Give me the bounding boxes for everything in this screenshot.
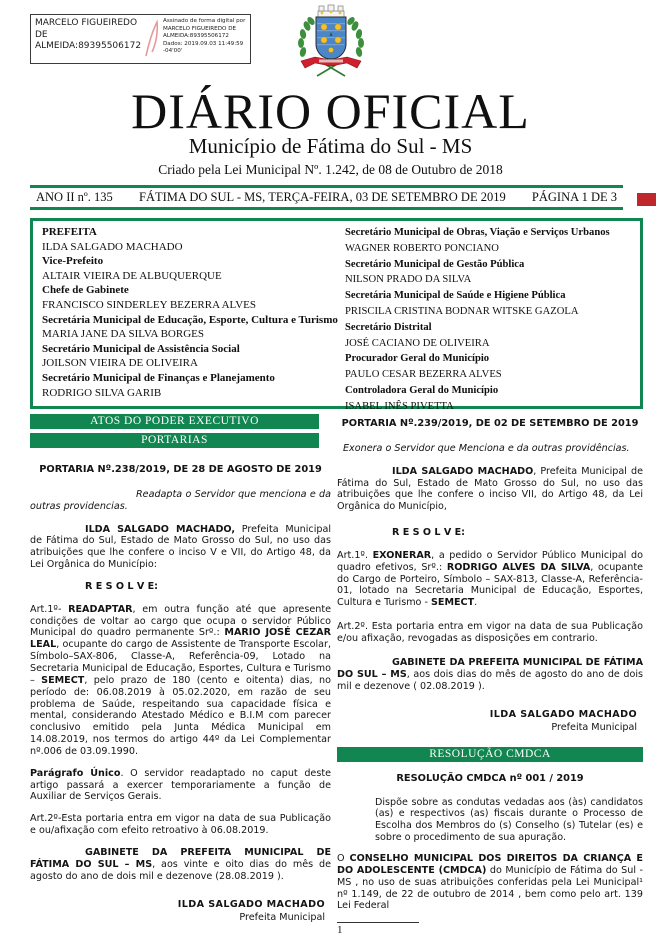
municipal-coat-of-arms xyxy=(289,4,373,80)
official-title: Secretário Municipal de Obras, Viação e Serviços Urbanos xyxy=(345,227,610,238)
gazette-subtitle: Município de Fátima do Sul - MS xyxy=(188,134,473,158)
official-title: Controladora Geral do Município xyxy=(345,384,499,396)
official-name: ALTAIR VIEIRA DE ALBUQUERQUE xyxy=(42,269,222,282)
bottom-rule xyxy=(30,207,623,210)
official-title: Secretário Municipal de Gestão Pública xyxy=(345,258,525,270)
signer-name: ILDA SALGADO MACHADO xyxy=(489,709,637,721)
official-name: PAULO CESAR BEZERRA ALVES xyxy=(345,369,502,381)
footnote-number: 1 xyxy=(337,924,343,937)
official-title: PREFEITA xyxy=(42,226,97,238)
portaria-238-summary: Readapta o Servidor que menciona e da outras providencias. xyxy=(30,488,331,512)
signer-role: Prefeita Municipal xyxy=(551,721,637,733)
issue-edition: ANO II nº. 135 xyxy=(36,190,113,204)
signer-name: ILDA SALGADO MACHADO xyxy=(177,899,325,911)
official-name: WAGNER ROBERTO PONCIANO xyxy=(345,242,499,254)
portaria-239-art2: Art.2º. Esta portaria entra em vigor na data de sua Publicação e/ou afixação, revogadas as disposições em contrario. xyxy=(337,621,643,644)
signature-details: Assinado de forma digital por MARCELO FIGUEIREDO DE ALMEIDA:89395506172 Dados: 2019.09.03 11:49:59 -04'00' xyxy=(163,18,246,55)
officials-right-column xyxy=(345,225,634,412)
portaria-238-signature xyxy=(30,899,331,923)
portaria-238-gabinete: GABINETE DA PREFEITA MUNICIPAL DE FÁTIMA DO SUL – MS, aos vinte e oito dias do mês de agosto do ano de dois mil e dezenove (28.08.2019 ). xyxy=(30,846,332,882)
banner-atos-poder-executivo: ATOS DO PODER EXECUTIVO xyxy=(30,414,319,429)
portaria-238-paragrafo-unico: Parágrafo Único. O servidor readaptado no caput deste artigo passará a exercer temporariamente a função de Auxiliar de Serviços Gerais. xyxy=(30,767,331,803)
right-column xyxy=(337,418,643,937)
official-title: Secretário Municipal de Assistência Social xyxy=(42,342,240,355)
official-title: Chefe de Gabinete xyxy=(42,284,129,297)
official-name: MARIA JANE DA SILVA BORGES xyxy=(42,328,204,341)
issue-page: PÁGINA 1 DE 3 xyxy=(531,190,617,204)
official-name: ISABEL INÊS PIVETTA xyxy=(345,400,454,412)
portaria-239-resolve: R E S O L V E: xyxy=(392,527,465,539)
gazette-law-line: Criado pela Lei Municipal Nº. 1.242, de 08 de Outubro de 2018 xyxy=(158,162,503,177)
officials-left-column xyxy=(42,225,345,402)
official-name: PRISCILA CRISTINA BODNAR WITSKE GAZOLA xyxy=(345,305,579,317)
official-name: FRANCISCO SINDERLEY BEZERRA ALVES xyxy=(42,298,257,311)
banner-portarias: PORTARIAS xyxy=(30,433,319,448)
portaria-238-resolve: R E S O L V E: xyxy=(85,580,158,592)
portaria-239-summary: Exonera o Servidor que Menciona e da outras providências. xyxy=(343,442,630,454)
top-rule xyxy=(30,185,623,188)
digital-signature-box xyxy=(30,14,251,64)
resolucao-title: RESOLUÇÃO CMDCA nº 001 / 2019 xyxy=(396,772,584,784)
footnote-divider xyxy=(337,922,419,923)
portaria-239-title: PORTARIA Nº.239/2019, DE 02 DE SETEMBRO DE 2019 xyxy=(341,418,639,429)
portaria-239-signature xyxy=(337,709,643,733)
digital-signature-mark-icon xyxy=(144,18,160,60)
signature-name: MARCELO FIGUEIREDO DE ALMEIDA:89395506172 xyxy=(35,18,142,52)
red-corner-mark xyxy=(637,193,656,206)
official-name: RODRIGO SILVA GARIB xyxy=(42,386,162,399)
official-title: Secretário Municipal de Finanças e Planejamento xyxy=(42,371,275,384)
portaria-239-preamble: ILDA SALGADO MACHADO, Prefeita Municipal de Fátima do Sul, Estado de Mato Grosso do Sul, no uso das atribuições que lhe confere o inciso VII, do Artigo 48, da Lei Orgânica do Município, xyxy=(337,465,643,513)
portaria-238-title: PORTARIA Nº.238/2019, DE 28 DE AGOSTO DE 2019 xyxy=(39,464,322,475)
resolucao-summary: Dispõe sobre as condutas vedadas aos (às) candidatos (as) e respectivos (as) fiscais durante o Processo de Escolha dos Membros do (s) Conselho (s) Tutelar (es) e sobre o procedimento de sua apuração. xyxy=(375,796,643,844)
portaria-238-art1: Art.1º- READAPTAR, em outra função até que apresente condições de voltar ao cargo que ocupa o servidor Público Municipal do quadro permanente Srº.: MARIO JOSÉ CEZAR LEAL, ocupante do cargo de Assistente de Transporte Escolar, Símbolo–SAX-806, Classe-A, Referência-09, Lotado na Secretaria Municipal de Educação, Esportes, Cultura e Turismo – SEMECT, pelo prazo de 180 (cento e oitenta) dias, no período de: 06.08.2019 à 05.02.2020, em razão de seu problema de Saúde, respeitando sua capacidade física e mental, considerando Atestado Médico e B.I.M com parecer conclusivo emitido pela Junta Médica Municipal em 14.08.2019, nos termos do artigo 44º da Lei Complementar nº.006 de 03.09.1990. xyxy=(30,603,331,757)
portaria-238 xyxy=(30,464,331,924)
officials-box xyxy=(30,218,643,412)
signer-role: Prefeita Municipal xyxy=(239,911,325,923)
official-name: JOILSON VIEIRA DE OLIVEIRA xyxy=(42,357,198,370)
official-title: Vice-Prefeito xyxy=(42,255,104,268)
gazette-title: DIÁRIO OFICIAL xyxy=(131,83,530,139)
official-title: Secretária Municipal de Saúde e Higiene Pública xyxy=(345,290,566,302)
issue-bar xyxy=(30,190,623,205)
official-name: JOSÉ CACIANO DE OLIVEIRA xyxy=(345,337,490,349)
banner-resolucao-cmdca: RESOLUÇÃO CMDCA xyxy=(337,747,643,762)
official-title: Secretário Distrital xyxy=(345,321,432,333)
portaria-239-art1: Art.1º. EXONERAR, a pedido o Servidor Público Municipal do quadro efetivos, Srº.: RODRIGO ALVES DA SILVA, ocupante do Cargo de Porteiro, Símbolo – SAX-813, Classe-A, Referência-01, lotado na Secretaria Municipal de Educação, Esportes, Cultura e Turismo - SEMECT. xyxy=(337,549,644,609)
official-title: Secretária Municipal de Educação, Esporte, Cultura e Turismo xyxy=(42,313,338,326)
portaria-238-preamble: ILDA SALGADO MACHADO, Prefeita Municipal de Fátima do Sul, Estado de Mato Grosso do Sul, no uso das atribuições que lhe confere o inciso V e VII, do Artigo 48, da Lei Orgânica do Município: xyxy=(30,523,331,571)
resolucao-body: O CONSELHO MUNICIPAL DOS DIREITOS DA CRIANÇA E DO ADOLESCENTE (CMDCA) do Município de Fátima do Sul - MS , no uso de suas atribuições conferidas pela Lei Municipal¹ nº 1.149, de 22 de outubro de 2014 , bem como pelo art. 139 Lei Federal xyxy=(337,852,643,912)
issue-date: FÁTIMA DO SUL - MS, TERÇA-FEIRA, 03 DE SETEMBRO DE 2019 xyxy=(139,190,506,204)
official-title: Procurador Geral do Município xyxy=(345,353,490,365)
portaria-238-art2: Art.2º-Esta portaria entra em vigor na data de sua Publicação e ou/afixação com efeito retroativo à 06.08.2019. xyxy=(30,813,331,837)
official-name: ILDA SALGADO MACHADO xyxy=(42,240,183,253)
official-name: NILSON PRADO DA SILVA xyxy=(345,274,472,286)
portaria-239-gabinete: GABINETE DA PREFEITA MUNICIPAL DE FÁTIMA DO SUL – MS, aos dois dias do mês de agosto do ano de dois mil e dezenove ( 02.08.2019 ). xyxy=(337,656,643,692)
